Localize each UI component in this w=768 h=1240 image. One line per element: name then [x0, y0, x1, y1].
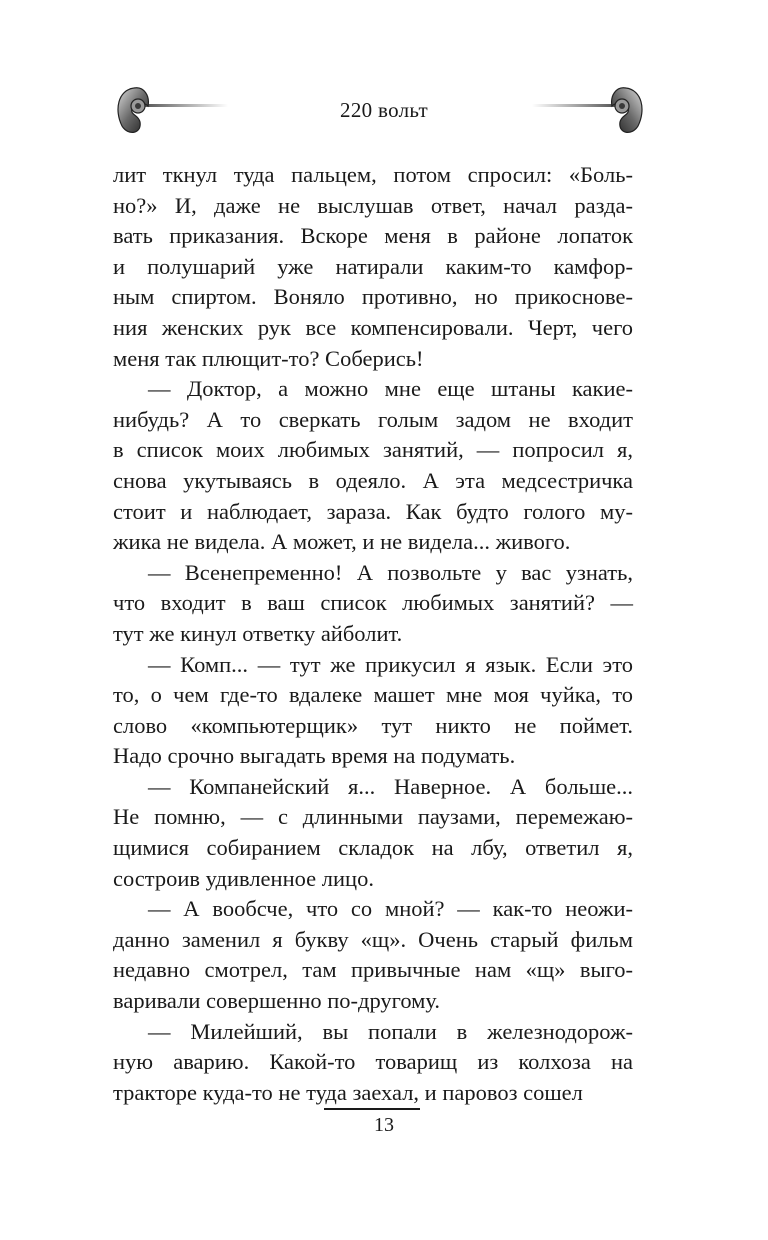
text-line: слово «компьютерщик» тут никто не поймет.: [113, 712, 633, 738]
paragraph: [113, 894, 633, 1016]
right-ornament-icon: [532, 80, 652, 140]
text-line: вать приказания. Вскоре меня в районе лопаток: [113, 223, 633, 249]
text-line: в список моих любимых занятий, — попросил я,: [113, 437, 633, 463]
text-line: Надо срочно выгадать время на подумать.: [113, 743, 516, 769]
text-line: ную аварию. Какой-то товарищ из колхоза на: [113, 1049, 633, 1075]
text-line: варивали совершенно по-другому.: [113, 988, 441, 1014]
text-line: состроив удивленное лицо.: [113, 865, 374, 891]
text-line: недавно смотрел, там привычные нам «щ» выго-: [113, 957, 633, 983]
paragraph: [113, 772, 633, 894]
text-line: щимися собиранием складок на лбу, ответил я,: [113, 835, 633, 861]
text-line: — Всенепременно! А позвольте у вас узнать,: [148, 559, 633, 585]
running-header: [0, 80, 768, 140]
text-line: тут же кинул ответку айболит.: [113, 620, 403, 646]
text-line: меня так плющит-то? Соберись!: [113, 345, 424, 371]
text-line: стоит и наблюдает, зараза. Как будто голого му-: [113, 498, 633, 524]
text-line: что входит в ваш список любимых занятий? —: [113, 590, 633, 616]
text-line: то, о чем где-то вдалеке машет мне моя чуйка, то: [113, 682, 633, 708]
text-line: — Доктор, а можно мне еще штаны какие-: [148, 376, 633, 402]
body-text: [113, 160, 633, 1108]
text-line: данно заменил я букву «щ». Очень старый фильм: [113, 926, 633, 952]
text-line: тракторе куда-то не туда заехал, и паровоз сошел: [113, 1079, 583, 1105]
text-line: ния женских рук все компенсировали. Черт, чего: [113, 314, 633, 340]
paragraph: [113, 650, 633, 772]
text-line: Не помню, — с длинными паузами, перемежаю-: [113, 804, 633, 830]
text-line: жика не видела. А может, и не видела... живого.: [113, 529, 571, 555]
text-line: — Милейший, вы попали в железнодорож-: [148, 1018, 633, 1044]
paragraph: [113, 558, 633, 650]
text-line: снова укутываясь в одеяло. А эта медсестричка: [113, 467, 633, 493]
running-header-title: 220 вольт: [340, 98, 428, 122]
text-line: но?» И, даже не выслушав ответ, начал разда-: [113, 192, 633, 218]
text-line: — А вообсче, что со мной? — как-то неожи-: [148, 896, 633, 922]
footer-divider: [324, 1108, 420, 1110]
text-line: ным спиртом. Воняло противно, но прикоснове-: [113, 284, 633, 310]
page-number: 13: [374, 1114, 394, 1136]
paragraph: [113, 160, 633, 374]
text-line: лит ткнул туда пальцем, потом спросил: «Боль-: [113, 162, 633, 187]
text-line: и полушарий уже натирали каким-то камфор-: [113, 253, 633, 279]
text-line: — Комп... — тут же прикусил я язык. Если это: [148, 651, 633, 677]
paragraph: [113, 374, 633, 558]
text-line: — Компанейский я... Наверное. А больше...: [148, 773, 633, 799]
text-line: нибудь? А то сверкать голым задом не входит: [113, 406, 633, 432]
paragraph: [113, 1017, 633, 1109]
